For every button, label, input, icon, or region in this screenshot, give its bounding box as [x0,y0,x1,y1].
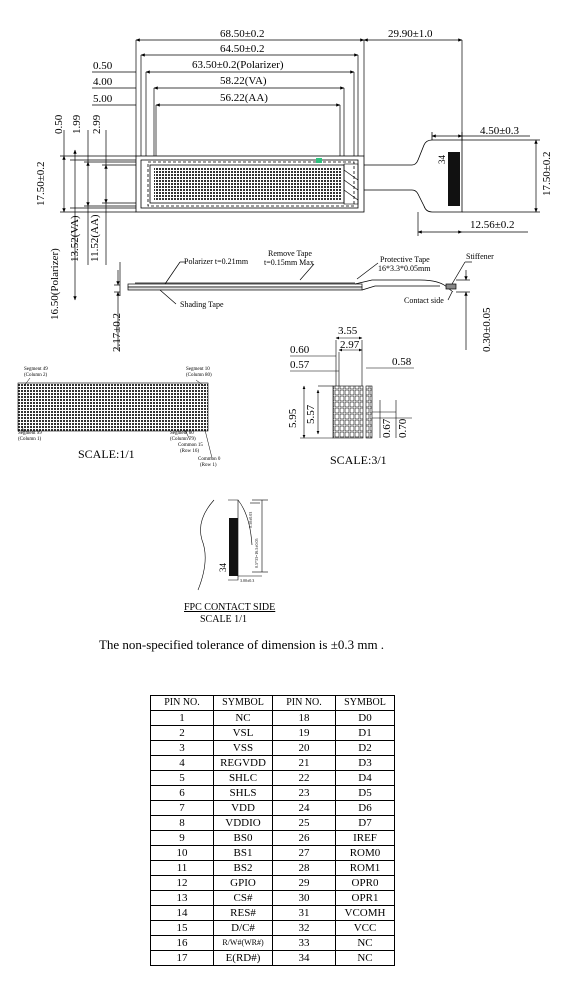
pin-number: 18 [273,711,336,726]
dim-dot-1: 0.67 [381,418,393,438]
dim-height-aa: 11.52(AA) [89,214,101,262]
dim-fpc-length: 29.90±1.0 [388,28,433,40]
pin-number: 29 [273,876,336,891]
pin-number: 5 [151,771,214,786]
pin-number: 16 [151,936,214,951]
dim-gap-1: 0.60 [290,344,310,356]
label-stiffener: Stiffener [466,252,494,261]
table-row [151,846,395,861]
pin-symbol: IREF [336,831,395,846]
dim-fpc-tail: 12.56±0.2 [470,219,515,231]
dim-offset-3: 5.00 [93,93,113,105]
fpc-contact-pad-len: 3.00±0.3 [240,578,255,583]
pin-symbol: BS0 [214,831,273,846]
fpc-contact-count: 34 [218,563,228,572]
pin-number: 34 [273,951,336,966]
dim-thickness: 2.17±0.2 [111,312,123,352]
tolerance-note-text: The non-specified tolerance of dimension is ±0.3 mm . [98,637,385,652]
active-area-dots [154,167,342,201]
label-com15-1: Common 15 [178,443,203,448]
label-remove-tape-1: Remove Tape [268,249,312,258]
pin-number: 15 [151,921,214,936]
dim-height-va: 13.52(VA) [69,215,81,262]
table-row [151,711,395,726]
dim-height-polarizer: 16.50(Polarizer) [49,248,61,320]
pin-symbol: OPR1 [336,891,395,906]
pin-symbol: REGVDD [214,756,273,771]
label-com0-1: Common 0 [198,457,221,462]
label-protective-tape-2: 16*3.3*0.05mm [378,264,431,273]
pin-number: 30 [273,891,336,906]
pin-symbol: VCC [336,921,395,936]
pin-symbol: OPR0 [336,876,395,891]
pin-symbol: SHLS [214,786,273,801]
label-seg60-1: Segment 60 [170,431,194,436]
table-row [151,861,395,876]
dim-polarizer-width: 63.50±0.2(Polarizer) [192,59,284,71]
pin-number: 6 [151,786,214,801]
label-contact-side: Contact side [404,296,444,305]
label-protective-tape-1: Protective Tape [380,255,430,264]
fpc-pin-count: 34 [437,155,447,164]
label-scale-3: SCALE:3/1 [330,453,387,467]
dim-dot-2: 0.70 [397,418,409,438]
pin-number: 33 [273,936,336,951]
label-seg99-2: (Column 1) [18,437,42,442]
dim-top-margin-1: 0.50 [53,114,65,134]
pin-symbol: VCOMH [336,906,395,921]
label-seg49-1: Segment 49 [24,367,48,372]
pin-symbol: D0 [336,711,395,726]
fpc-contact-pads [448,152,460,206]
table-row [151,831,395,846]
label-seg60-2: (Column 79) [170,437,196,442]
header-symbol-2: SYMBOL [336,696,395,711]
pin-number: 17 [151,951,214,966]
dim-aa-width: 56.22(AA) [220,92,268,104]
pin-symbol: SHLC [214,771,273,786]
pin-number: 21 [273,756,336,771]
label-shading-tape: Shading Tape [180,300,224,309]
pin-number: 2 [151,726,214,741]
pin-number: 25 [273,816,336,831]
pin-number: 14 [151,906,214,921]
dim-offset-2: 4.00 [93,76,113,88]
header-pin-no-1: PIN NO. [151,696,214,711]
pin-number: 10 [151,846,214,861]
pin-table [150,695,395,966]
pin-symbol: E(RD#) [214,951,273,966]
pin-number: 26 [273,831,336,846]
label-remove-tape-2: t=0.15mm Max [264,258,314,267]
fpc-contact-pads-detail [229,518,238,576]
dim-offset-1: 0.50 [93,60,113,72]
dim-gap-2: 0.57 [290,359,310,371]
table-row [151,726,395,741]
pin-symbol: D5 [336,786,395,801]
pin-symbol: D1 [336,726,395,741]
pin-symbol: ROM1 [336,861,395,876]
dim-gap-3: 0.58 [392,356,412,368]
pin-number: 4 [151,756,214,771]
pin-symbol: VDD [214,801,273,816]
label-seg99-1: Segment 99 [18,431,42,436]
dim-width-x: 2.97 [340,339,360,351]
label-com15-2: (Row 16) [180,449,200,454]
pin-symbol: D2 [336,741,395,756]
pin-symbol: GPIO [214,876,273,891]
table-row [151,891,395,906]
table-row [151,876,395,891]
pin-symbol: ROM0 [336,846,395,861]
pin-number: 12 [151,876,214,891]
pin-symbol: D3 [336,756,395,771]
pin-symbol: D6 [336,801,395,816]
table-row [151,816,395,831]
dim-va-width: 58.22(VA) [220,75,267,87]
fpc-contact-label: FPC CONTACT SIDE [184,602,276,613]
pin-symbol: BS1 [214,846,273,861]
pin-symbol: CS# [214,891,273,906]
dim-overall-width: 68.50±0.2 [220,28,265,40]
label-seg10-2: (Column 80) [186,373,212,378]
pin-symbol: NC [336,951,395,966]
table-row [151,741,395,756]
pin-symbol: R/W#(WR#) [214,936,273,951]
pin-number: 24 [273,801,336,816]
pin-table-header [151,696,395,711]
dim-pitch-x: 3.55 [338,325,358,337]
dim-fpc-right-height: 17.50±0.2 [541,151,553,196]
tolerance-note [0,637,583,653]
pin-symbol: BS2 [214,861,273,876]
fpc-contact-pitch: 0.5*33=16.5±0.05 [254,538,259,568]
pin-number: 11 [151,861,214,876]
dim-height-total: 17.50±0.2 [35,161,47,206]
pin-number: 27 [273,846,336,861]
table-row [151,786,395,801]
label-polarizer: Polarizer t=0.21mm [184,257,249,266]
top-dimensions [92,40,462,156]
ic-marker [316,158,322,163]
header-symbol-1: SYMBOL [214,696,273,711]
pin-number: 23 [273,786,336,801]
pin-number: 7 [151,801,214,816]
pin-number: 8 [151,816,214,831]
pin-symbol: NC [214,711,273,726]
table-row [151,906,395,921]
pin-symbol: VDDIO [214,816,273,831]
pin-table-body [151,711,395,966]
label-seg10-1: Segment 10 [186,367,210,372]
pin-number: 9 [151,831,214,846]
header-pin-no-2: PIN NO. [273,696,336,711]
pin-symbol: D/C# [214,921,273,936]
table-row [151,921,395,936]
table-row [151,756,395,771]
dim-top-margin-3: 2.99 [91,114,103,134]
table-row [151,771,395,786]
dim-pitch-y: 5.95 [287,408,299,428]
pin-symbol: VSS [214,741,273,756]
dim-fpc-width: 4.50±0.3 [480,125,520,137]
label-scale-1: SCALE:1/1 [78,447,135,461]
fpc-outline [364,132,462,212]
pin-number: 13 [151,891,214,906]
table-row [151,801,395,816]
table-row [151,951,395,966]
fpc-contact-pad: 0.30±0.03 [248,511,253,528]
pin-number: 20 [273,741,336,756]
label-seg49-2: (Column 2) [24,373,48,378]
dim-fpc-thickness: 0.30±0.05 [481,307,493,352]
segment-map [18,383,208,431]
side-view [114,262,472,350]
dim-top-margin-2: 1.99 [71,114,83,134]
pin-symbol: NC [336,936,395,951]
pin-number: 28 [273,861,336,876]
pin-symbol: RES# [214,906,273,921]
left-dimensions [60,130,150,300]
pin-symbol: D4 [336,771,395,786]
dim-outline-width: 64.50±0.2 [220,43,265,55]
fpc-contact-scale: SCALE 1/1 [200,614,247,625]
pin-symbol: VSL [214,726,273,741]
pin-number: 3 [151,741,214,756]
pin-number: 19 [273,726,336,741]
pin-number: 1 [151,711,214,726]
pin-number: 31 [273,906,336,921]
pin-symbol: D7 [336,816,395,831]
pin-number: 22 [273,771,336,786]
dim-height-y: 5.57 [305,404,317,424]
table-row [151,936,395,951]
pin-number: 32 [273,921,336,936]
label-com0-2: (Row 1) [200,463,217,468]
